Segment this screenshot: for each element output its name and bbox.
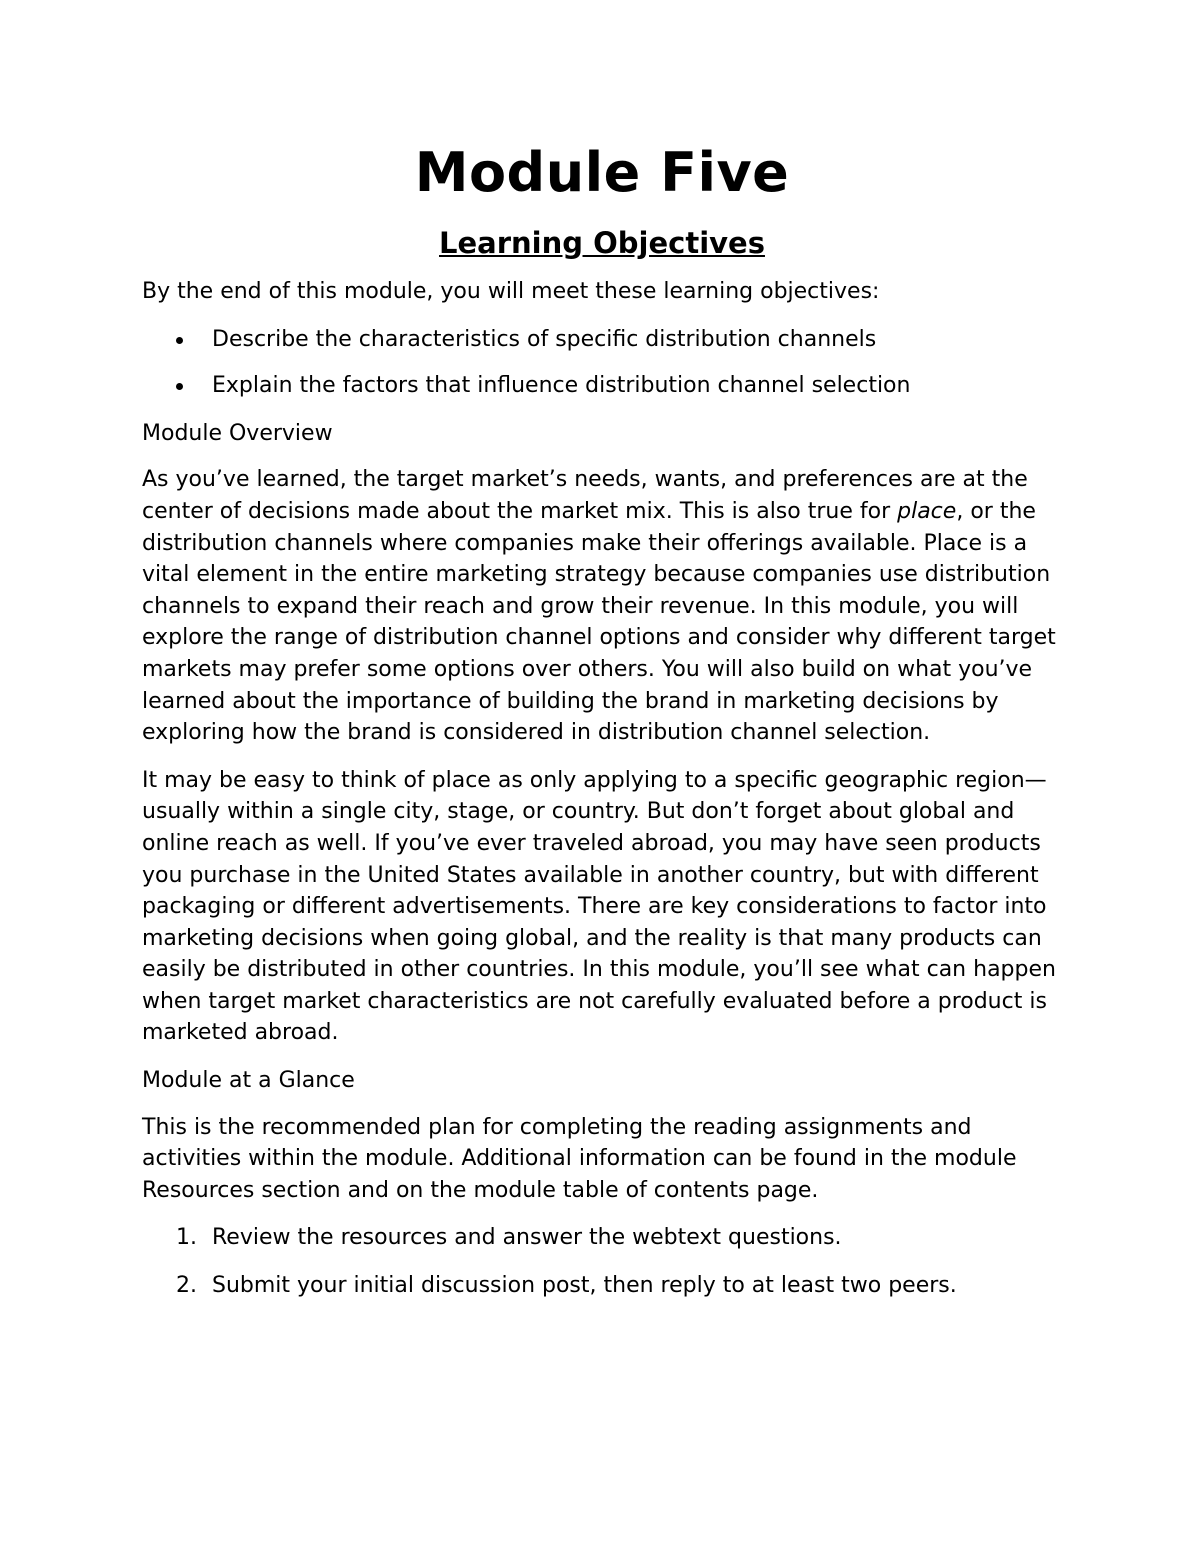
steps-list	[142, 1222, 1062, 1301]
step-number: 1.	[176, 1225, 197, 1251]
overview-p1-text-b: , or the distribution channels where companies make their offerings available. Place is a vital element in the entire marketing strategy because companies use distribution channels to expand their reach and grow their revenue. In this module, you will explore the range of distribution channel options and consider why different target markets may prefer some options over others. You will also build on what you’ve learned about the importance of building the brand in marketing decisions by exploring how the brand is considered in distribution channel selection.	[142, 498, 1056, 746]
module-overview-heading: Module Overview	[142, 420, 333, 446]
module-at-a-glance-heading: Module at a Glance	[142, 1068, 355, 1094]
objective-item: Describe the characteristics of specific distribution channels	[142, 324, 1062, 356]
step-text: Review the resources and answer the webtext questions.	[212, 1225, 842, 1251]
overview-paragraph-2: It may be easy to think of place as only applying to a specific geographic region—usually within a single city, stage, or country. But don’t forget about global and online reach as well. If you’ve ever traveled abroad, you may have seen products you purchase in the United States available in another country, but with different packaging or different advertisements. There are key considerations to factor into marketing decisions when going global, and the reality is that many products can easily be distributed in other countries. In this module, you’ll see what can happen when target market characteristics are not carefully evaluated before a product is marketed abroad.	[142, 767, 1056, 1046]
document-title: Module Five	[414, 141, 790, 204]
step-item	[142, 1270, 1062, 1302]
objectives-intro: By the end of this module, you will meet these learning objectives:	[142, 279, 880, 304]
objectives-list	[142, 324, 1062, 402]
overview-p1-emphasis: place	[897, 498, 957, 524]
step-item	[142, 1222, 1062, 1254]
glance-paragraph: This is the recommended plan for completing the reading assignments and activities within the module. Additional information can be found in the module Resources section and on the module table of contents page.	[142, 1114, 1017, 1203]
objective-item: Explain the factors that influence distribution channel selection	[142, 370, 1062, 402]
step-text: Submit your initial discussion post, then reply to at least two peers.	[212, 1273, 957, 1299]
step-number: 2.	[176, 1273, 197, 1299]
document-page	[142, 140, 1062, 1318]
learning-objectives-heading: Learning Objectives	[439, 226, 765, 260]
overview-paragraph-1	[142, 464, 1062, 748]
overview-p1-text-a: As you’ve learned, the target market’s needs, wants, and preferences are at the center of decisions made about the market mix. This is also true for	[142, 467, 1028, 524]
